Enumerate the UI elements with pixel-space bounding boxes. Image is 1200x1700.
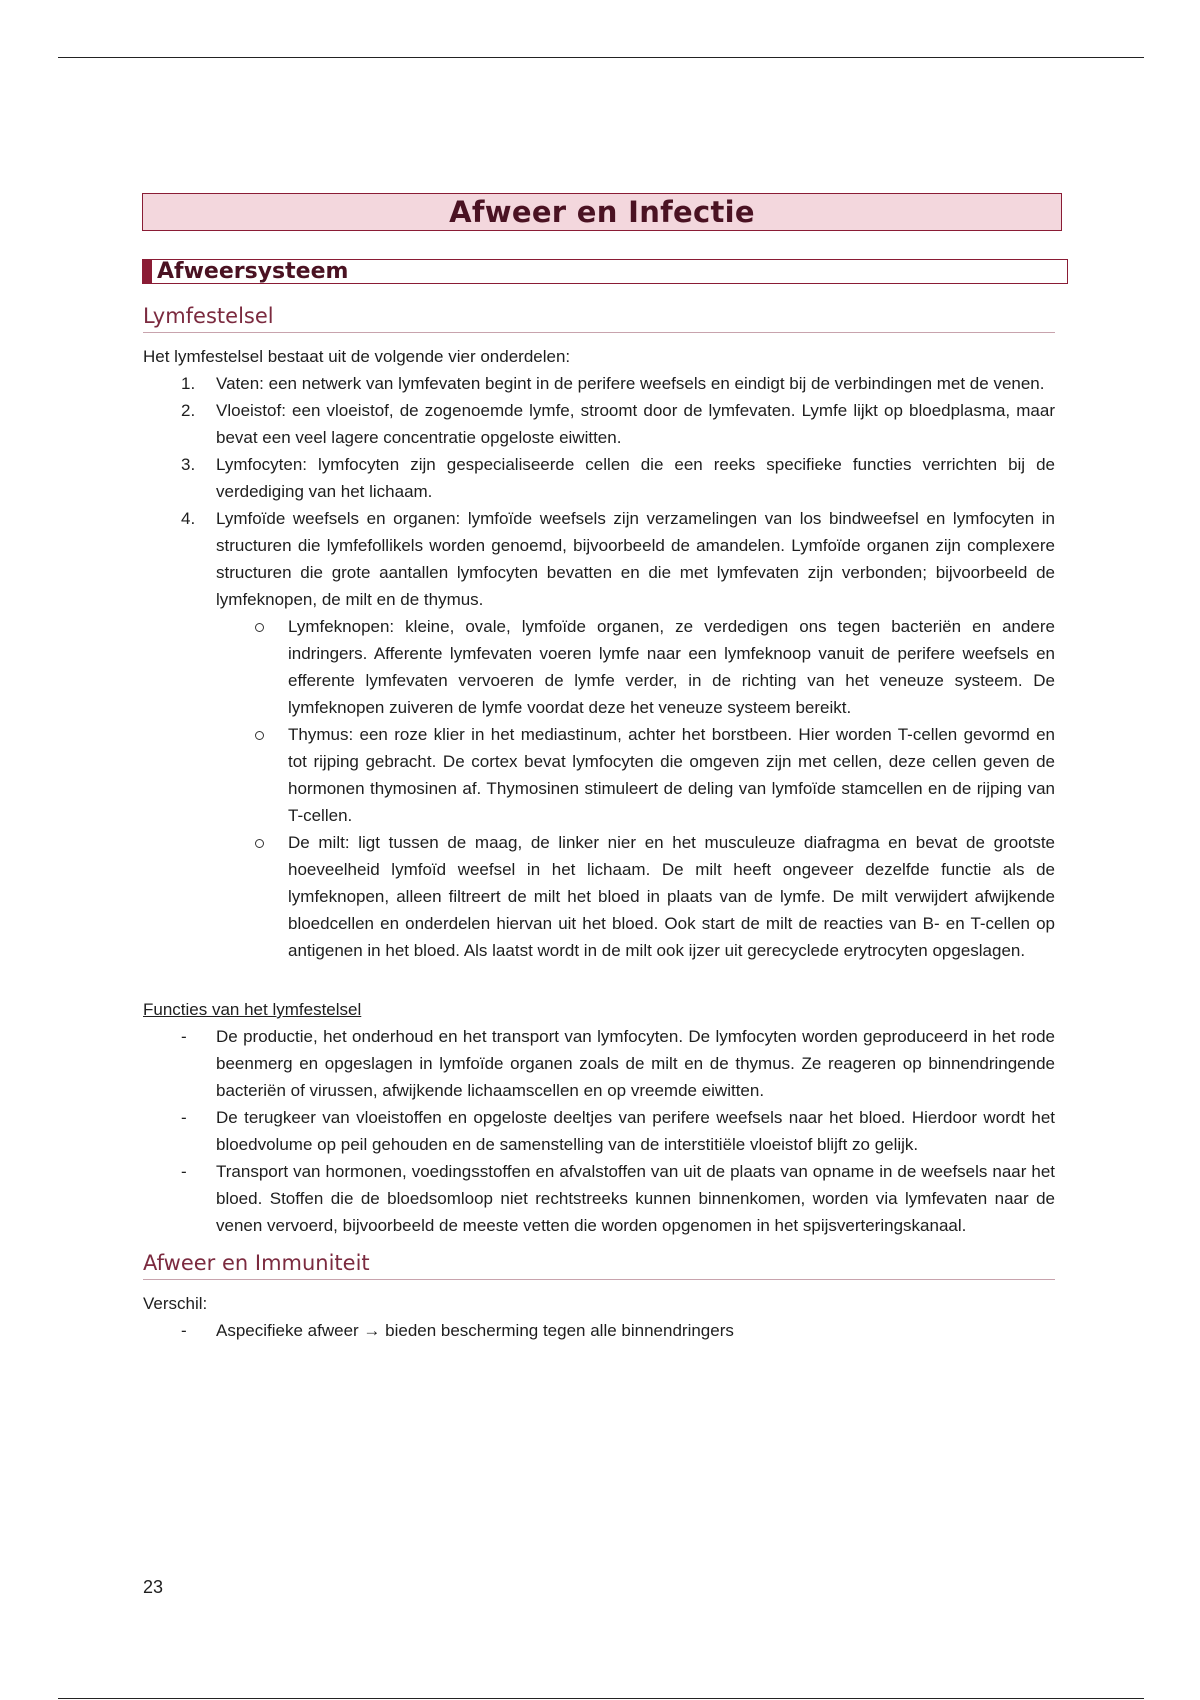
verschil-label: Verschil: [143, 1294, 208, 1313]
list-item [143, 370, 1055, 397]
list-item-text: Vaten: een netwerk van lymfevaten begint in de perifere weefsels en eindigt bij de verbindingen met de venen. [216, 374, 1045, 393]
header-rule [58, 57, 1144, 58]
dash-bullet: - [181, 1108, 187, 1127]
heading-lymfestelsel: Lymfestelsel [143, 304, 1055, 333]
heading-afweersysteem: Afweersysteem [142, 259, 1068, 284]
list-item [143, 721, 1055, 829]
circle-bullet-icon [255, 839, 264, 848]
list-item-text: Thymus: een roze klier in het mediastinum, achter het borstbeen. Hier worden T-cellen gevormd en tot rijping gebracht. De cortex bevat lymfocyten die omgeven zijn met cellen, deze cellen geven de hormonen thymosinen af. Thymosinen stimuleert de deling van lymfoïde stamcellen en de rijping van T-cellen. [288, 725, 1055, 825]
heading-afweer-immuniteit: Afweer en Immuniteit [143, 1251, 1055, 1280]
list-number: 2. [181, 401, 196, 420]
list-item [143, 1317, 1055, 1344]
list-item-text: Lymfoïde weefsels en organen: lymfoïde weefsels zijn verzamelingen van los bindweefsel en lymfocyten in structuren die lymfefollikels worden genoemd, bijvoorbeeld de amandelen. Lymfoïde organen zijn complexere structuren die grote aantallen lymfocyten bevatten en die met lymfevaten zijn verbonden; bijvoorbeeld de lymfeknopen, de milt en de thymus. [216, 509, 1055, 609]
dash-bullet: - [181, 1321, 187, 1340]
list-number: 4. [181, 509, 196, 528]
list-item-text: Aspecifieke afweer → bieden bescherming tegen alle binnendringers [216, 1321, 734, 1340]
verschil-list [143, 1317, 1055, 1344]
list-item [143, 829, 1055, 964]
dash-bullet: - [181, 1162, 187, 1181]
list-item [143, 1023, 1055, 1104]
list-item-text: Lymfocyten: lymfocyten zijn gespecialiseerde cellen die een reeks specifieke functies verrichten bij de verdediging van het lichaam. [216, 455, 1055, 501]
functies-list [143, 1023, 1055, 1239]
footer-rule [58, 1698, 1144, 1699]
page-content [143, 193, 1055, 1344]
list-item-text: Transport van hormonen, voedingsstoffen en afvalstoffen van uit de plaats van opname in de weefsels naar het bloed. Stoffen die de bloedsomloop niet rechtstreeks kunnen binnenkomen, worden via lymfevaten naar de venen vervoerd, bijvoorbeeld de meeste vetten die worden opgenomen in het spijsverteringskanaal. [216, 1162, 1055, 1235]
list-item [143, 613, 1055, 721]
list-item [143, 397, 1055, 451]
list-item [143, 451, 1055, 505]
page-number: 23 [143, 1577, 164, 1597]
list-item-text: De terugkeer van vloeistoffen en opgeloste deeltjes van perifere weefsels naar het bloed. Hierdoor wordt het bloedvolume op peil gehouden en de samenstelling van de interstitiële vloeistof blijft zo gelijk. [216, 1108, 1055, 1154]
list-item [143, 1104, 1055, 1158]
list-item [143, 505, 1055, 613]
lymfestelsel-intro: Het lymfestelsel bestaat uit de volgende vier onderdelen: [143, 347, 571, 366]
circle-bullet-icon [255, 731, 264, 740]
list-number: 3. [181, 455, 196, 474]
list-item-text: Vloeistof: een vloeistof, de zogenoemde lymfe, stroomt door de lymfevaten. Lymfe lijkt op bloedplasma, maar bevat een veel lagere concentratie opgeloste eiwitten. [216, 401, 1055, 447]
lymfoide-organen-list [143, 613, 1055, 964]
circle-bullet-icon [255, 623, 264, 632]
document-title: Afweer en Infectie [142, 193, 1062, 231]
list-item-text: De milt: ligt tussen de maag, de linker nier en het musculeuze diafragma en bevat de grootste hoeveelheid lymfoïd weefsel in het lichaam. De milt heeft ongeveer dezelfde functie als de lymfeknopen, alleen filtreert de milt het bloed in plaats van de lymfe. De milt verwijdert afwijkende bloedcellen en onderdelen hiervan uit het bloed. Ook start de milt de reacties van B- en T-cellen op antigenen in het bloed. Als laatst wordt in de milt ook ijzer uit gerecyclede erytrocyten opgeslagen. [288, 833, 1055, 960]
list-number: 1. [181, 374, 196, 393]
list-item-text: Lymfeknopen: kleine, ovale, lymfoïde organen, ze verdedigen ons tegen bacteriën en andere indringers. Afferente lymfevaten voeren lymfe naar een lymfeknoop vanuit de perifere weefsels en efferente lymfevaten vervoeren de lymfe verder, in de richting van het veneuze systeem. De lymfeknopen zuiveren de lymfe voordat deze het veneuze systeem bereikt. [288, 617, 1055, 717]
lymfestelsel-numbered-list [143, 370, 1055, 613]
list-item [143, 1158, 1055, 1239]
heading-functies: Functies van het lymfestelsel [143, 1000, 362, 1019]
dash-bullet: - [181, 1027, 187, 1046]
list-item-text: De productie, het onderhoud en het transport van lymfocyten. De lymfocyten worden geproduceerd in het rode beenmerg en opgeslagen in lymfoïde organen zoals de milt en de thymus. Ze reageren op binnendringende bacteriën of virussen, afwijkende lichaamscellen en op vreemde eiwitten. [216, 1027, 1055, 1100]
